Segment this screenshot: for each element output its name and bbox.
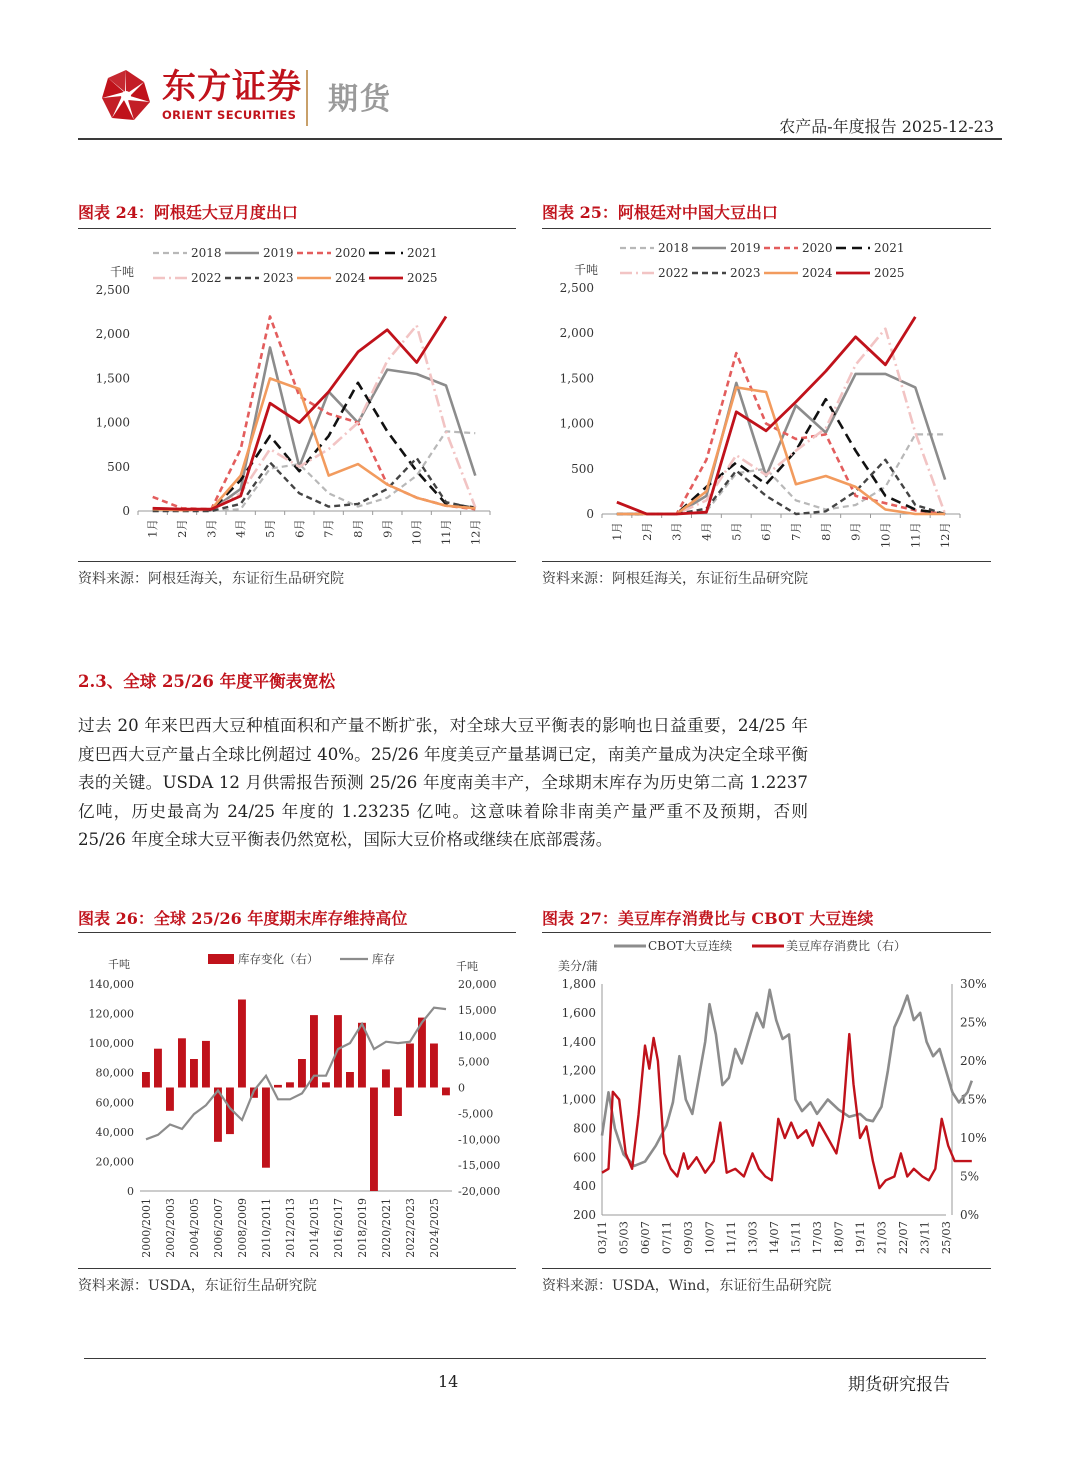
fig24-xtick: 6月 xyxy=(292,519,307,538)
fig26-title: 图表 26：全球 25/26 年度期末库存维持高位 xyxy=(78,909,408,928)
fig27-ytick-left: 1,600 xyxy=(561,1005,596,1020)
fig25-legend-2018: 2018 xyxy=(658,241,689,255)
fig26-bar xyxy=(166,1088,174,1111)
fig27-ytick-left: 1,400 xyxy=(561,1034,596,1049)
fig24-legend-2022: 2022 xyxy=(191,271,222,285)
fig26-bar xyxy=(286,1082,294,1087)
fig24-ytick: 0 xyxy=(122,504,130,518)
fig26-ytick-left: 40,000 xyxy=(95,1125,134,1139)
fig27-ytick-left: 1,200 xyxy=(561,1063,596,1078)
fig27-xtick: 07/11 xyxy=(659,1221,674,1255)
fig25-xtick: 7月 xyxy=(788,522,803,541)
orient-logo-icon xyxy=(100,68,152,124)
fig25-ytick: 1,000 xyxy=(559,416,594,431)
fig26-ytick-right: 5,000 xyxy=(458,1055,490,1069)
fig27-ytick-right: 30% xyxy=(960,977,987,991)
fig27-ytick-right: 20% xyxy=(960,1054,987,1068)
fig27-xtick: 11/11 xyxy=(724,1221,738,1255)
fig24-title: 图表 24：阿根廷大豆月度出口 xyxy=(78,203,298,222)
fig25-series-2019 xyxy=(617,374,945,514)
fig27-ytick-right: 15% xyxy=(960,1092,987,1107)
fig24-xtick: 8月 xyxy=(351,519,365,538)
fig27-xtick: 14/07 xyxy=(767,1221,781,1255)
fig26-xtick: 2008/2009 xyxy=(236,1198,249,1258)
fig25-ytick: 1,500 xyxy=(559,371,594,386)
fig26-bar xyxy=(442,1088,450,1096)
fig26-xtick: 2006/2007 xyxy=(212,1198,225,1258)
fig26-bar xyxy=(178,1038,186,1087)
fig26-bar xyxy=(430,1044,438,1088)
section-heading: 2.3、全球 25/26 年度平衡表宽松 xyxy=(78,672,336,691)
fig25-title-rule xyxy=(542,228,991,229)
fig25-series-2024 xyxy=(617,387,945,514)
fig27-series-cbot xyxy=(602,990,972,1166)
fig24-legend-2021: 2021 xyxy=(407,246,438,260)
fig24-legend-2020: 2020 xyxy=(335,246,366,260)
fig24-xtick: 1月 xyxy=(145,519,160,538)
fig26-ylabel-right: 千吨 xyxy=(456,960,478,973)
fig25-ytick: 500 xyxy=(571,461,594,476)
fig26-bar xyxy=(322,1082,330,1087)
fig25-ylabel: 千吨 xyxy=(574,263,599,277)
fig26-xtick: 2022/2023 xyxy=(404,1198,417,1258)
fig25-legend-2021: 2021 xyxy=(874,241,905,255)
fig26-xtick: 2020/2021 xyxy=(380,1198,393,1258)
fig26-bar xyxy=(262,1088,270,1168)
fig24-source: 资料来源：阿根廷海关，东证衍生品研究院 xyxy=(78,571,344,587)
fig26-legend-bar: 库存变化（右） xyxy=(238,952,319,966)
fig25-xtick: 11月 xyxy=(908,522,923,549)
fig27-ytick-right: 5% xyxy=(960,1169,980,1184)
footer-label: 期货研究报告 xyxy=(848,1375,950,1395)
fig24-ytick: 2,000 xyxy=(95,327,130,342)
fig27-xtick: 10/07 xyxy=(702,1221,717,1255)
fig26-ytick-right: -15,000 xyxy=(458,1159,501,1173)
fig26-xtick: 2016/2017 xyxy=(332,1198,345,1258)
fig24-chart xyxy=(78,232,518,558)
fig26-bar xyxy=(190,1059,198,1088)
fig24-title-rule xyxy=(78,228,516,229)
fig24-legend-2023: 2023 xyxy=(263,271,294,285)
fig25-xtick: 5月 xyxy=(729,522,744,541)
fig25-legend-2022: 2022 xyxy=(658,266,689,280)
fig25-xtick: 2月 xyxy=(639,522,654,541)
fig26-xtick: 2012/2013 xyxy=(284,1198,297,1258)
fig27-xtick: 22/07 xyxy=(896,1221,910,1255)
fig26-chart xyxy=(78,936,518,1266)
fig27-xtick: 19/11 xyxy=(853,1221,867,1255)
fig26-ytick-left: 0 xyxy=(127,1185,134,1198)
fig27-chart xyxy=(542,936,992,1266)
fig25-bottom-rule xyxy=(542,561,991,562)
fig24-xtick: 7月 xyxy=(321,519,336,538)
fig26-ylabel-left: 千吨 xyxy=(108,958,130,971)
fig26-bar xyxy=(406,1044,414,1088)
fig24-xtick: 11月 xyxy=(439,519,453,546)
fig27-legend-ratio: 美豆库存消费比（右） xyxy=(786,939,907,953)
fig25-source: 资料来源：阿根廷海关，东证衍生品研究院 xyxy=(542,571,808,587)
fig26-legend-swatch-bar xyxy=(208,954,234,964)
fig27-xtick: 25/03 xyxy=(939,1221,953,1255)
fig26-ytick-left: 80,000 xyxy=(95,1066,134,1080)
fig26-xtick: 2014/2015 xyxy=(308,1198,321,1258)
fig26-ytick-right: -10,000 xyxy=(458,1133,501,1147)
fig24-ytick: 1,000 xyxy=(95,415,130,430)
fig26-legend-line: 库存 xyxy=(372,952,395,966)
fig24-series-2024 xyxy=(153,378,476,510)
fig25-xtick: 8月 xyxy=(818,522,833,541)
fig24-series-2021 xyxy=(153,383,476,510)
fig26-bar xyxy=(346,1072,354,1088)
fig26-xtick: 2010/2011 xyxy=(260,1198,273,1258)
section-paragraph: 过去 20 年来巴西大豆种植面积和产量不断扩张，对全球大豆平衡表的影响也日益重要，24/25 年度巴西大豆产量占全球比例超过 40%。25/26 年度美豆产量基调已定，南美产量成为决定全球平衡表的关键。USDA 12 月供需报告预测 25/26 年度南美丰产，全球期末库存为历史第二高 1.2237 亿吨，历史最高为 24/25 年度的 1.23235 亿吨。这意味着除非南美产量严重不及预期，否则 25/26 年度全球大豆平衡表仍然宽松，国际大豆价格或继续在底部震荡。 xyxy=(78,716,808,850)
header-rule xyxy=(78,138,1002,140)
fig24-ylabel: 千吨 xyxy=(110,265,135,279)
fig27-ytick-right: 10% xyxy=(960,1131,987,1145)
fig27-ytick-left: 400 xyxy=(573,1179,596,1194)
fig24-xtick: 5月 xyxy=(263,519,277,538)
fig27-ytick-left: 200 xyxy=(573,1208,596,1222)
fig25-legend-2025: 2025 xyxy=(874,266,905,280)
fig26-ytick-left: 140,000 xyxy=(88,978,134,991)
fig25-title: 图表 25：阿根廷对中国大豆出口 xyxy=(542,203,778,222)
fig25-legend-2023: 2023 xyxy=(730,266,761,280)
fig26-ytick-right: 20,000 xyxy=(458,978,497,991)
fig25-legend-2019: 2019 xyxy=(730,241,761,255)
fig25-xtick: 3月 xyxy=(669,522,684,541)
fig26-ytick-right: 15,000 xyxy=(458,1003,497,1017)
fig24-legend-2024: 2024 xyxy=(335,271,366,285)
fig24-legend-2018: 2018 xyxy=(191,246,222,260)
fig27-ytick-right: 25% xyxy=(960,1015,987,1030)
fig24-ytick: 500 xyxy=(107,459,130,474)
fig24-series-2022 xyxy=(153,325,476,510)
fig27-title-rule xyxy=(542,932,991,933)
company-name-cn: 东方证券 xyxy=(162,67,302,107)
fig26-xtick: 2004/2005 xyxy=(188,1198,201,1258)
fig25-xtick: 1月 xyxy=(609,522,624,541)
fig26-bar xyxy=(142,1072,150,1088)
header-divider xyxy=(306,70,308,126)
fig25-xtick: 12月 xyxy=(938,522,953,549)
fig26-ytick-left: 120,000 xyxy=(88,1007,134,1021)
fig26-bar xyxy=(274,1085,282,1088)
fig27-ytick-right: 0% xyxy=(960,1208,980,1222)
fig25-ytick: 2,500 xyxy=(559,281,594,295)
fig24-xtick: 10月 xyxy=(409,519,424,546)
fig27-xtick: 18/07 xyxy=(831,1221,846,1255)
fig26-xtick: 2002/2003 xyxy=(164,1198,177,1258)
fig25-xtick: 4月 xyxy=(699,522,714,541)
fig24-xtick: 9月 xyxy=(380,519,395,538)
fig27-series-ratio xyxy=(602,1034,972,1188)
fig26-ytick-right: 0 xyxy=(458,1081,465,1095)
fig26-ytick-right: -5,000 xyxy=(458,1107,494,1121)
fig26-bar xyxy=(394,1088,402,1117)
fig26-ytick-right: 10,000 xyxy=(458,1029,497,1043)
fig27-xtick: 23/11 xyxy=(917,1221,932,1255)
fig27-source: 资料来源：USDA，Wind，东证衍生品研究院 xyxy=(542,1278,832,1294)
division-label: 期货 xyxy=(328,82,392,117)
fig25-ytick: 2,000 xyxy=(559,326,594,341)
report-line: 农产品-年度报告 2025-12-23 xyxy=(779,117,994,136)
fig26-bar xyxy=(298,1059,306,1088)
fig26-bottom-rule xyxy=(78,1268,516,1269)
fig26-xtick: 2000/2001 xyxy=(140,1198,153,1258)
fig27-ytick-left: 800 xyxy=(573,1121,596,1136)
footer-rule xyxy=(84,1358,986,1359)
fig24-series-2018 xyxy=(153,431,476,511)
fig26-xtick: 2024/2025 xyxy=(428,1198,441,1258)
fig27-xtick: 21/03 xyxy=(874,1221,889,1255)
fig26-bar xyxy=(238,1000,246,1088)
fig26-title-rule xyxy=(78,932,516,933)
fig24-series-2025 xyxy=(153,317,446,510)
fig26-ytick-left: 60,000 xyxy=(95,1096,134,1110)
company-name-en: ORIENT SECURITIES xyxy=(162,108,297,122)
fig24-series-2023 xyxy=(153,458,476,511)
fig25-xtick: 10月 xyxy=(878,522,893,549)
fig25-chart xyxy=(542,232,992,558)
fig26-bar xyxy=(358,1023,366,1088)
fig25-ytick: 0 xyxy=(586,507,594,521)
fig27-ytick-left: 1,000 xyxy=(561,1092,596,1107)
fig26-bar xyxy=(202,1041,210,1088)
fig27-xtick: 06/07 xyxy=(638,1221,652,1255)
fig26-ytick-left: 100,000 xyxy=(88,1037,134,1051)
page-number: 14 xyxy=(438,1372,459,1391)
fig27-title: 图表 27：美豆库存消费比与 CBOT 大豆连续 xyxy=(542,909,874,928)
fig27-ytick-left: 600 xyxy=(573,1150,596,1165)
fig24-xtick: 12月 xyxy=(468,519,483,546)
fig24-legend-2025: 2025 xyxy=(407,271,438,285)
fig25-legend-2020: 2020 xyxy=(802,241,833,255)
fig27-xtick: 15/11 xyxy=(788,1221,803,1255)
fig24-bottom-rule xyxy=(78,561,516,562)
fig26-bar xyxy=(382,1069,390,1087)
fig27-xtick: 13/03 xyxy=(745,1221,760,1255)
fig25-series-2022 xyxy=(617,329,945,514)
fig24-legend-2019: 2019 xyxy=(263,246,294,260)
fig25-xtick: 6月 xyxy=(759,522,774,541)
fig24-ytick: 2,500 xyxy=(95,283,130,297)
fig27-xtick: 09/03 xyxy=(681,1221,695,1255)
fig26-source: 资料来源：USDA，东证衍生品研究院 xyxy=(78,1278,317,1294)
fig24-xtick: 2月 xyxy=(175,519,189,538)
fig27-ylabel-left: 美分/蒲 xyxy=(558,959,599,973)
fig25-xtick: 9月 xyxy=(848,522,863,541)
fig27-ytick-left: 1,800 xyxy=(561,977,596,991)
fig24-xtick: 4月 xyxy=(233,519,248,538)
fig27-xtick: 05/03 xyxy=(616,1221,631,1255)
fig27-xtick: 17/03 xyxy=(810,1221,824,1255)
fig27-bottom-rule xyxy=(542,1268,991,1269)
fig27-legend-cbot: CBOT大豆连续 xyxy=(648,939,733,953)
fig24-ytick: 1,500 xyxy=(95,371,130,386)
fig26-bar xyxy=(154,1049,162,1088)
fig26-xtick: 2018/2019 xyxy=(356,1198,369,1258)
fig26-bar xyxy=(370,1088,378,1192)
fig26-ytick-right: -20,000 xyxy=(458,1185,501,1198)
fig24-xtick: 3月 xyxy=(204,519,219,538)
fig27-xtick: 03/11 xyxy=(595,1221,609,1255)
fig26-ytick-left: 20,000 xyxy=(95,1155,134,1169)
fig25-legend-2024: 2024 xyxy=(802,266,833,280)
